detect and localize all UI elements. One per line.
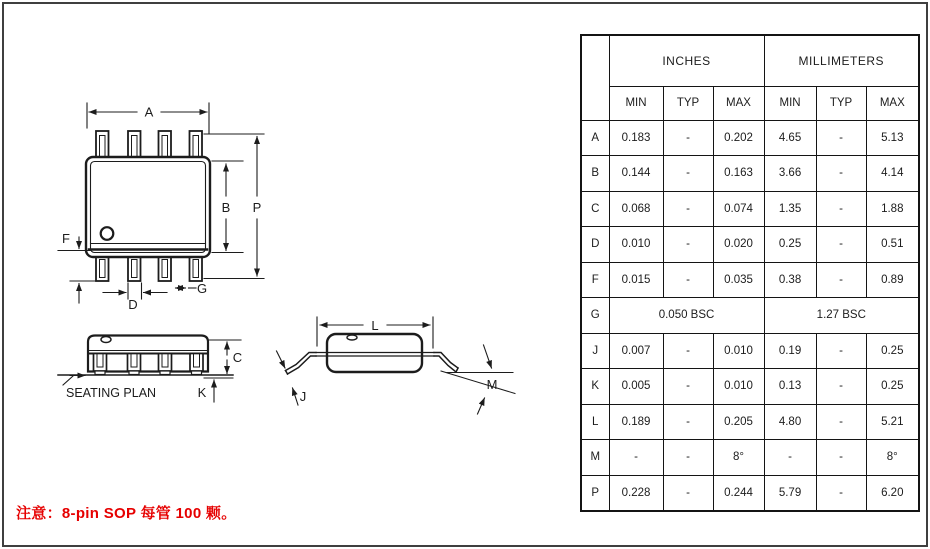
cell: - xyxy=(816,404,866,440)
cell: - xyxy=(663,369,713,405)
dim-j xyxy=(277,351,299,405)
dim-label-k: K xyxy=(197,385,207,400)
corner-cell xyxy=(581,35,609,120)
row-label: L xyxy=(581,404,609,440)
cell: 5.79 xyxy=(764,475,816,511)
dim-label-g: G xyxy=(196,281,208,296)
cell: 8° xyxy=(713,440,764,476)
cell: 0.228 xyxy=(609,475,663,511)
cell: - xyxy=(663,333,713,369)
col-header-typ: TYP xyxy=(816,86,866,120)
cell: - xyxy=(663,262,713,298)
cell: 0.144 xyxy=(609,156,663,192)
unit-header-row xyxy=(581,35,919,86)
col-header-typ: TYP xyxy=(663,86,713,120)
cell: 0.020 xyxy=(713,227,764,263)
row-label: F xyxy=(581,262,609,298)
cell: - xyxy=(816,262,866,298)
table-row xyxy=(581,404,919,440)
table-row xyxy=(581,156,919,192)
top-view xyxy=(58,103,264,312)
cell: 0.010 xyxy=(713,369,764,405)
millimeters-header: MILLIMETERS xyxy=(764,35,919,86)
cell: 0.25 xyxy=(866,369,919,405)
col-header-min: MIN xyxy=(609,86,663,120)
cell: 4.14 xyxy=(866,156,919,192)
pin1-marker xyxy=(101,227,114,240)
cell: - xyxy=(663,227,713,263)
cell: - xyxy=(663,156,713,192)
table-row xyxy=(581,262,919,298)
table-row xyxy=(581,120,919,156)
cell: - xyxy=(816,440,866,476)
dim-label-j: J xyxy=(299,389,307,404)
cell: 0.25 xyxy=(866,333,919,369)
dim-label-b: B xyxy=(221,200,231,215)
cell: 0.074 xyxy=(713,191,764,227)
cell: 0.25 xyxy=(764,227,816,263)
cell: - xyxy=(663,120,713,156)
seating-plane-pointer xyxy=(63,376,85,386)
package-body-top-view xyxy=(86,157,210,257)
cell: 1.88 xyxy=(866,191,919,227)
dim-label-f: F xyxy=(62,231,70,246)
table-row-bsc xyxy=(581,298,919,334)
cell: - xyxy=(816,227,866,263)
cell: 0.89 xyxy=(866,262,919,298)
row-label: J xyxy=(581,333,609,369)
row-label: C xyxy=(581,191,609,227)
dim-label-c: C xyxy=(232,350,243,365)
cell: 4.80 xyxy=(764,404,816,440)
row-label: M xyxy=(581,440,609,476)
cell: - xyxy=(609,440,663,476)
cell: 0.035 xyxy=(713,262,764,298)
bottom-pins xyxy=(96,256,202,281)
cell: 0.38 xyxy=(764,262,816,298)
dim-label-m: M xyxy=(486,377,498,392)
dim-label-l: L xyxy=(371,318,379,333)
note-text: 注意：8-pin SOP 每管 100 颗。 xyxy=(16,505,237,522)
col-header-max: MAX xyxy=(713,86,764,120)
top-pins xyxy=(96,131,202,158)
cell: 6.20 xyxy=(866,475,919,511)
cell: 4.65 xyxy=(764,120,816,156)
cell: - xyxy=(816,369,866,405)
col-header-row xyxy=(581,86,919,120)
cell: - xyxy=(663,440,713,476)
dim-k xyxy=(204,378,233,402)
cell: 5.21 xyxy=(866,404,919,440)
cell: 0.19 xyxy=(764,333,816,369)
table-row xyxy=(581,475,919,511)
col-header-min: MIN xyxy=(764,86,816,120)
cell: 0.163 xyxy=(713,156,764,192)
cell-bsc-mm: 1.27 BSC xyxy=(764,298,919,334)
table-row xyxy=(581,227,919,263)
cell: 8° xyxy=(866,440,919,476)
row-label: A xyxy=(581,120,609,156)
seating-plan-label: SEATING PLAN xyxy=(66,386,157,400)
cell: 5.13 xyxy=(866,120,919,156)
cell: 0.010 xyxy=(713,333,764,369)
end-view xyxy=(277,317,516,414)
cell: 0.202 xyxy=(713,120,764,156)
row-label: P xyxy=(581,475,609,511)
cell: 1.35 xyxy=(764,191,816,227)
cell: - xyxy=(816,120,866,156)
pin1-dimple-side xyxy=(101,337,111,343)
row-label: G xyxy=(581,298,609,334)
cell: 0.068 xyxy=(609,191,663,227)
cell: - xyxy=(816,191,866,227)
cell: 0.13 xyxy=(764,369,816,405)
cell: 0.015 xyxy=(609,262,663,298)
cell: - xyxy=(816,333,866,369)
cell: 0.183 xyxy=(609,120,663,156)
cell: - xyxy=(816,156,866,192)
table-row xyxy=(581,333,919,369)
left-lead xyxy=(286,353,317,375)
inches-header: INCHES xyxy=(609,35,764,86)
row-label: K xyxy=(581,369,609,405)
table-row xyxy=(581,191,919,227)
dim-label-d: D xyxy=(128,297,138,312)
dim-m xyxy=(441,345,515,414)
cell: - xyxy=(764,440,816,476)
table-row xyxy=(581,369,919,405)
cell: 3.66 xyxy=(764,156,816,192)
dim-label-a: A xyxy=(144,104,154,120)
cell: - xyxy=(663,475,713,511)
cell: - xyxy=(663,191,713,227)
cell: 0.51 xyxy=(866,227,919,263)
dim-label-p: P xyxy=(252,200,262,215)
pin1-dimple-end xyxy=(347,335,357,340)
cell: 0.005 xyxy=(609,369,663,405)
row-label: B xyxy=(581,156,609,192)
cell-bsc-inches: 0.050 BSC xyxy=(609,298,764,334)
dimension-table xyxy=(580,34,920,512)
table-row xyxy=(581,440,919,476)
right-lead xyxy=(434,353,458,373)
side-view xyxy=(58,336,242,403)
cell: 0.205 xyxy=(713,404,764,440)
row-label: D xyxy=(581,227,609,263)
cell: 0.189 xyxy=(609,404,663,440)
cell: 0.007 xyxy=(609,333,663,369)
cell: - xyxy=(816,475,866,511)
cell: 0.010 xyxy=(609,227,663,263)
cell: - xyxy=(663,404,713,440)
cell: 0.244 xyxy=(713,475,764,511)
col-header-max: MAX xyxy=(866,86,919,120)
